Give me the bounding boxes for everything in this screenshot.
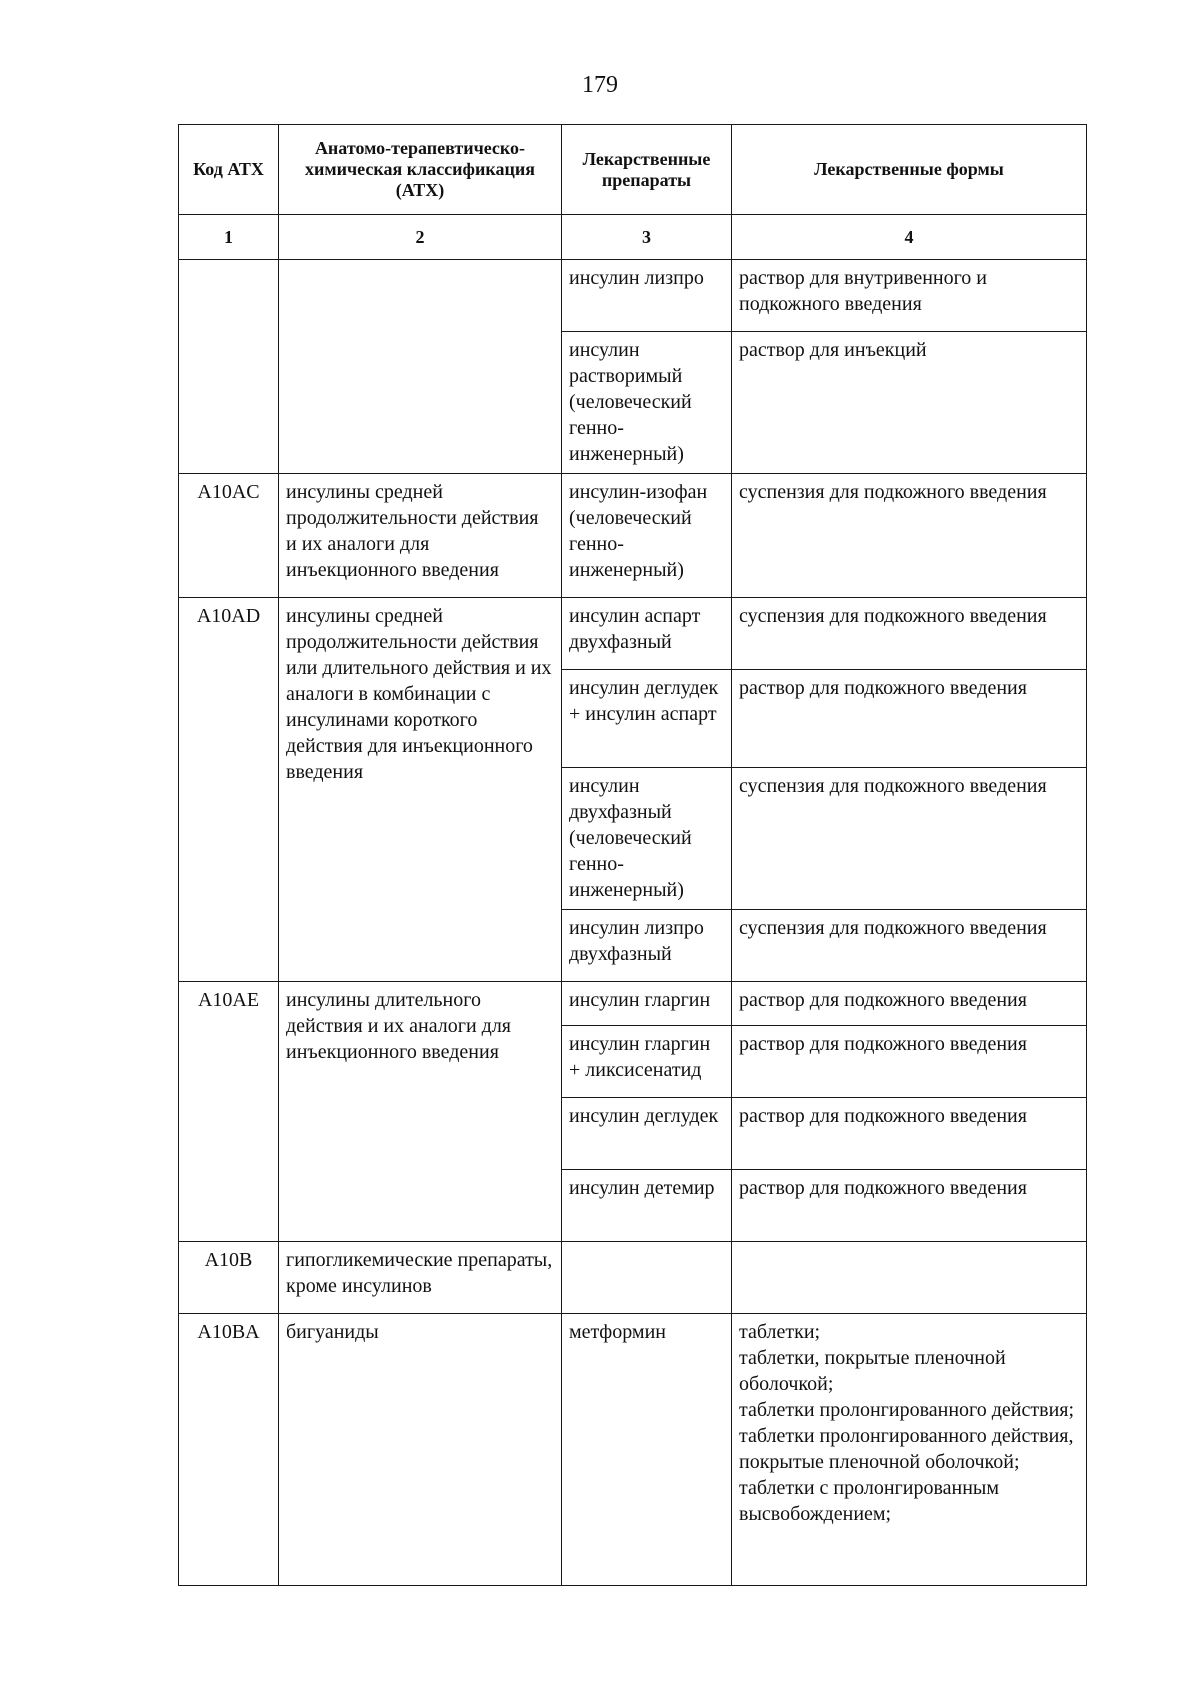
atc-code-cell: A10B xyxy=(179,1242,279,1314)
form-item: таблетки пролонгированного действия, покрытые пленочной оболочкой; xyxy=(739,1425,1074,1473)
drug-cell: инсулин деглудек xyxy=(562,1098,732,1170)
table-row xyxy=(179,1242,1087,1314)
form-cell xyxy=(732,1242,1087,1314)
form-cell xyxy=(732,1314,1087,1586)
atc-class-cell: инсулины длительного действия и их аналоги для инъекционного введения xyxy=(279,982,562,1242)
form-cell: суспензия для подкожного введения xyxy=(732,598,1087,670)
form-item: таблетки пролонгированного действия; xyxy=(739,1399,1075,1421)
atc-code-cell xyxy=(179,260,279,474)
drug-cell: инсулин деглудек + инсулин аспарт xyxy=(562,670,732,768)
table-row xyxy=(179,474,1087,598)
drug-cell: инсулин гларгин + ликсисенатид xyxy=(562,1026,732,1098)
form-cell: раствор для подкожного введения xyxy=(732,1170,1087,1242)
table-row xyxy=(179,260,1087,332)
atc-code-cell: A10BA xyxy=(179,1314,279,1586)
atc-class-cell: инсулины средней продолжительности действия или длительного действия и их аналоги в комбинации с инсулинами короткого действия для инъекционного введения xyxy=(279,598,562,982)
drug-cell: инсулин лизпро двухфазный xyxy=(562,910,732,982)
form-item: таблетки, покрытые пленочной оболочкой; xyxy=(739,1347,1006,1395)
column-number: 2 xyxy=(279,215,562,260)
atc-class-cell xyxy=(279,260,562,474)
form-cell: суспензия для подкожного введения xyxy=(732,910,1087,982)
form-cell: раствор для инъекций xyxy=(732,332,1087,474)
header-drugs: Лекарственные препараты xyxy=(562,125,732,215)
header-dosage-forms: Лекарственные формы xyxy=(732,125,1087,215)
column-number: 1 xyxy=(179,215,279,260)
column-number: 4 xyxy=(732,215,1087,260)
drug-cell: инсулин двухфазный (человеческий генно-инженерный) xyxy=(562,768,732,910)
drug-cell: инсулин гларгин xyxy=(562,982,732,1026)
column-number: 3 xyxy=(562,215,732,260)
form-item: таблетки; xyxy=(739,1321,821,1343)
header-atc-classification: Анатомо-терапевтическо-химическая классификация (АТХ) xyxy=(279,125,562,215)
drug-cell: инсулин аспарт двухфазный xyxy=(562,598,732,670)
drug-cell: инсулин-изофан (человеческий генно-инженерный) xyxy=(562,474,732,598)
atc-code-cell: A10AD xyxy=(179,598,279,982)
form-item: таблетки с пролонгированным высвобождением; xyxy=(739,1477,1000,1525)
header-atc-code: Код АТХ xyxy=(179,125,279,215)
atc-table xyxy=(178,124,1087,1586)
drug-cell: инсулин растворимый (человеческий генно-инженерный) xyxy=(562,332,732,474)
form-cell: раствор для подкожного введения xyxy=(732,670,1087,768)
drug-cell: инсулин лизпро xyxy=(562,260,732,332)
atc-code-cell: A10AE xyxy=(179,982,279,1242)
table-row xyxy=(179,982,1087,1026)
page-number: 179 xyxy=(582,72,618,98)
form-cell: раствор для подкожного введения xyxy=(732,1098,1087,1170)
table-header-row xyxy=(179,125,1087,215)
atc-class-cell: бигуаниды xyxy=(279,1314,562,1586)
atc-class-cell: инсулины средней продолжительности действия и их аналоги для инъекционного введения xyxy=(279,474,562,598)
form-cell: суспензия для подкожного введения xyxy=(732,768,1087,910)
drug-cell xyxy=(562,1242,732,1314)
atc-class-cell: гипогликемические препараты, кроме инсулинов xyxy=(279,1242,562,1314)
form-cell: раствор для внутривенного и подкожного введения xyxy=(732,260,1087,332)
drug-cell: инсулин детемир xyxy=(562,1170,732,1242)
form-cell: раствор для подкожного введения xyxy=(732,982,1087,1026)
table-row xyxy=(179,598,1087,670)
table-row xyxy=(179,1314,1087,1586)
column-number-row xyxy=(179,215,1087,260)
form-cell: раствор для подкожного введения xyxy=(732,1026,1087,1098)
atc-code-cell: A10AC xyxy=(179,474,279,598)
form-cell: суспензия для подкожного введения xyxy=(732,474,1087,598)
drug-cell: метформин xyxy=(562,1314,732,1586)
